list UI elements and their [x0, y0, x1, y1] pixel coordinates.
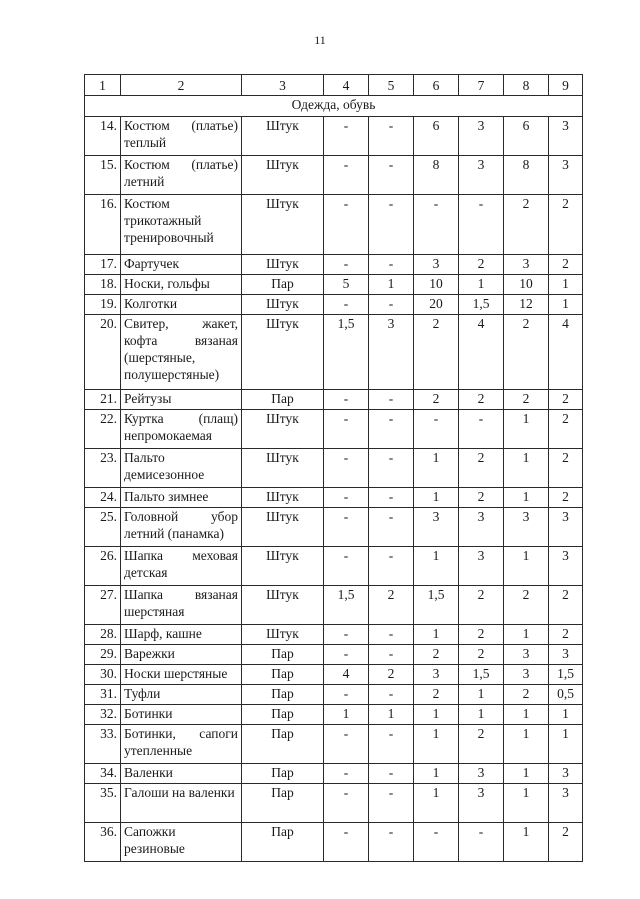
value-col-4: 5	[324, 275, 369, 295]
item-name: Варежки	[121, 645, 242, 665]
value-col-6: 1	[414, 488, 459, 508]
item-unit: Штук	[242, 508, 324, 547]
table-row	[85, 449, 583, 488]
value-col-9: 2	[549, 823, 583, 862]
table-row	[85, 117, 583, 156]
value-col-8: 10	[504, 275, 549, 295]
value-col-9: 4	[549, 315, 583, 390]
row-number: 18.	[85, 275, 121, 295]
table-row	[85, 315, 583, 390]
value-col-6: -	[414, 195, 459, 255]
value-col-6: 2	[414, 315, 459, 390]
item-name: Шапка вязаная шерстяная	[121, 586, 242, 625]
value-col-7: 3	[459, 547, 504, 586]
item-unit: Пар	[242, 685, 324, 705]
value-col-8: 1	[504, 410, 549, 449]
value-col-5: 2	[369, 665, 414, 685]
table-row	[85, 195, 583, 255]
item-unit: Штук	[242, 195, 324, 255]
value-col-4: -	[324, 764, 369, 784]
row-number: 33.	[85, 725, 121, 764]
item-name: Галоши на валенки	[121, 784, 242, 823]
item-unit: Пар	[242, 275, 324, 295]
item-unit: Штук	[242, 255, 324, 275]
value-col-6: 1	[414, 625, 459, 645]
value-col-6: 1	[414, 449, 459, 488]
value-col-8: 3	[504, 665, 549, 685]
value-col-9: 3	[549, 547, 583, 586]
value-col-5: -	[369, 645, 414, 665]
table-row	[85, 255, 583, 275]
row-number: 20.	[85, 315, 121, 390]
value-col-5: 1	[369, 705, 414, 725]
value-col-7: 3	[459, 784, 504, 823]
item-name: Костюм (платье) теплый	[121, 117, 242, 156]
row-number: 23.	[85, 449, 121, 488]
item-name: Шарф, кашне	[121, 625, 242, 645]
row-number: 30.	[85, 665, 121, 685]
value-col-7: 2	[459, 255, 504, 275]
value-col-7: 1	[459, 705, 504, 725]
item-unit: Штук	[242, 586, 324, 625]
column-number: 6	[414, 75, 459, 96]
section-title: Одежда, обувь	[85, 96, 583, 117]
value-col-5: -	[369, 823, 414, 862]
row-number: 26.	[85, 547, 121, 586]
item-unit: Штук	[242, 449, 324, 488]
value-col-5: 3	[369, 315, 414, 390]
row-number: 36.	[85, 823, 121, 862]
value-col-5: -	[369, 764, 414, 784]
table-row	[85, 725, 583, 764]
value-col-6: 2	[414, 685, 459, 705]
value-col-8: 1	[504, 784, 549, 823]
value-col-5: -	[369, 449, 414, 488]
row-number: 15.	[85, 156, 121, 195]
value-col-4: -	[324, 195, 369, 255]
table-row	[85, 586, 583, 625]
row-number: 28.	[85, 625, 121, 645]
value-col-9: 1,5	[549, 665, 583, 685]
value-col-5: -	[369, 488, 414, 508]
value-col-5: 2	[369, 586, 414, 625]
value-col-9: 3	[549, 764, 583, 784]
value-col-9: 2	[549, 410, 583, 449]
value-col-9: 3	[549, 645, 583, 665]
row-number: 27.	[85, 586, 121, 625]
value-col-6: 1	[414, 705, 459, 725]
value-col-5: -	[369, 117, 414, 156]
item-name: Пальто зимнее	[121, 488, 242, 508]
row-number: 21.	[85, 390, 121, 410]
table-row	[85, 488, 583, 508]
value-col-4: -	[324, 295, 369, 315]
value-col-7: 3	[459, 764, 504, 784]
value-col-4: -	[324, 156, 369, 195]
value-col-5: -	[369, 784, 414, 823]
table-row	[85, 665, 583, 685]
value-col-4: -	[324, 547, 369, 586]
column-number: 4	[324, 75, 369, 96]
value-col-5: -	[369, 625, 414, 645]
value-col-4: -	[324, 645, 369, 665]
value-col-5: -	[369, 255, 414, 275]
row-number: 24.	[85, 488, 121, 508]
row-number: 16.	[85, 195, 121, 255]
item-name: Костюм (платье) летний	[121, 156, 242, 195]
table-row	[85, 764, 583, 784]
value-col-7: 2	[459, 586, 504, 625]
item-unit: Штук	[242, 410, 324, 449]
value-col-8: 2	[504, 315, 549, 390]
value-col-5: -	[369, 685, 414, 705]
item-unit: Штук	[242, 625, 324, 645]
item-unit: Штук	[242, 295, 324, 315]
value-col-9: 2	[549, 390, 583, 410]
value-col-4: -	[324, 255, 369, 275]
value-col-5: 1	[369, 275, 414, 295]
value-col-7: -	[459, 823, 504, 862]
item-name: Сапожки резиновые	[121, 823, 242, 862]
column-number-row	[85, 75, 583, 96]
value-col-4: -	[324, 508, 369, 547]
value-col-5: -	[369, 195, 414, 255]
table-row	[85, 547, 583, 586]
value-col-5: -	[369, 547, 414, 586]
value-col-9: 2	[549, 586, 583, 625]
value-col-8: 1	[504, 625, 549, 645]
row-number: 17.	[85, 255, 121, 275]
value-col-8: 2	[504, 586, 549, 625]
value-col-5: -	[369, 410, 414, 449]
item-name: Носки шерстяные	[121, 665, 242, 685]
value-col-8: 1	[504, 705, 549, 725]
value-col-9: 2	[549, 488, 583, 508]
section-row	[85, 96, 583, 117]
row-number: 31.	[85, 685, 121, 705]
value-col-4: 1,5	[324, 315, 369, 390]
value-col-5: -	[369, 390, 414, 410]
row-number: 14.	[85, 117, 121, 156]
value-col-7: 3	[459, 156, 504, 195]
value-col-6: -	[414, 823, 459, 862]
value-col-8: 2	[504, 195, 549, 255]
value-col-8: 1	[504, 725, 549, 764]
value-col-6: -	[414, 410, 459, 449]
value-col-8: 1	[504, 449, 549, 488]
table-row	[85, 645, 583, 665]
value-col-6: 1,5	[414, 586, 459, 625]
item-unit: Штук	[242, 117, 324, 156]
value-col-4: 1	[324, 705, 369, 725]
value-col-4: 1,5	[324, 586, 369, 625]
value-col-7: 2	[459, 625, 504, 645]
item-unit: Пар	[242, 390, 324, 410]
value-col-9: 2	[549, 449, 583, 488]
item-name: Ботинки	[121, 705, 242, 725]
column-number: 5	[369, 75, 414, 96]
row-number: 19.	[85, 295, 121, 315]
value-col-5: -	[369, 725, 414, 764]
item-name: Фартучек	[121, 255, 242, 275]
item-name: Костюм трикотажный тренировочный	[121, 195, 242, 255]
value-col-7: 2	[459, 390, 504, 410]
value-col-7: 3	[459, 508, 504, 547]
value-col-9: 3	[549, 508, 583, 547]
value-col-9: 1	[549, 705, 583, 725]
item-name: Колготки	[121, 295, 242, 315]
item-name: Ботинки, сапоги утепленные	[121, 725, 242, 764]
item-name: Куртка (плащ) непромокаемая	[121, 410, 242, 449]
item-unit: Штук	[242, 315, 324, 390]
value-col-8: 12	[504, 295, 549, 315]
value-col-8: 3	[504, 645, 549, 665]
value-col-6: 10	[414, 275, 459, 295]
value-col-7: -	[459, 410, 504, 449]
clothing-norms-table	[84, 74, 583, 862]
row-number: 22.	[85, 410, 121, 449]
value-col-6: 2	[414, 390, 459, 410]
table-row	[85, 705, 583, 725]
value-col-6: 1	[414, 725, 459, 764]
item-unit: Пар	[242, 784, 324, 823]
value-col-4: -	[324, 488, 369, 508]
value-col-8: 1	[504, 764, 549, 784]
value-col-9: 3	[549, 117, 583, 156]
value-col-5: -	[369, 156, 414, 195]
item-name: Пальто демисезонное	[121, 449, 242, 488]
value-col-6: 3	[414, 255, 459, 275]
value-col-6: 2	[414, 645, 459, 665]
value-col-9: 2	[549, 195, 583, 255]
value-col-7: 1,5	[459, 295, 504, 315]
table-row	[85, 784, 583, 823]
value-col-4: -	[324, 625, 369, 645]
item-name: Рейтузы	[121, 390, 242, 410]
value-col-8: 3	[504, 255, 549, 275]
table-row	[85, 295, 583, 315]
value-col-7: 2	[459, 449, 504, 488]
item-unit: Пар	[242, 665, 324, 685]
value-col-6: 20	[414, 295, 459, 315]
value-col-9: 2	[549, 255, 583, 275]
value-col-9: 1	[549, 295, 583, 315]
value-col-4: -	[324, 823, 369, 862]
value-col-7: 1	[459, 275, 504, 295]
item-unit: Пар	[242, 764, 324, 784]
value-col-4: -	[324, 725, 369, 764]
item-unit: Пар	[242, 705, 324, 725]
value-col-6: 1	[414, 547, 459, 586]
row-number: 25.	[85, 508, 121, 547]
value-col-4: 4	[324, 665, 369, 685]
table-row	[85, 625, 583, 645]
value-col-6: 1	[414, 764, 459, 784]
value-col-9: 0,5	[549, 685, 583, 705]
value-col-7: 4	[459, 315, 504, 390]
value-col-6: 1	[414, 784, 459, 823]
table-row	[85, 508, 583, 547]
value-col-8: 2	[504, 390, 549, 410]
row-number: 29.	[85, 645, 121, 665]
item-unit: Пар	[242, 823, 324, 862]
value-col-6: 3	[414, 665, 459, 685]
value-col-9: 1	[549, 725, 583, 764]
value-col-8: 3	[504, 508, 549, 547]
value-col-4: -	[324, 410, 369, 449]
item-name: Носки, гольфы	[121, 275, 242, 295]
row-number: 32.	[85, 705, 121, 725]
value-col-4: -	[324, 685, 369, 705]
value-col-9: 3	[549, 156, 583, 195]
value-col-8: 2	[504, 685, 549, 705]
row-number: 34.	[85, 764, 121, 784]
table-row	[85, 410, 583, 449]
page-number: 11	[314, 33, 326, 47]
value-col-9: 2	[549, 625, 583, 645]
item-name: Головной убор летний (панамка)	[121, 508, 242, 547]
value-col-7: 1,5	[459, 665, 504, 685]
value-col-5: -	[369, 295, 414, 315]
value-col-8: 6	[504, 117, 549, 156]
column-number: 8	[504, 75, 549, 96]
table-row	[85, 275, 583, 295]
value-col-8: 1	[504, 823, 549, 862]
item-unit: Пар	[242, 725, 324, 764]
item-unit: Пар	[242, 645, 324, 665]
value-col-9: 3	[549, 784, 583, 823]
column-number: 3	[242, 75, 324, 96]
value-col-9: 1	[549, 275, 583, 295]
value-col-7: 1	[459, 685, 504, 705]
item-unit: Штук	[242, 156, 324, 195]
table-row	[85, 156, 583, 195]
value-col-4: -	[324, 117, 369, 156]
value-col-7: 3	[459, 117, 504, 156]
value-col-6: 3	[414, 508, 459, 547]
column-number: 9	[549, 75, 583, 96]
column-number: 7	[459, 75, 504, 96]
table-row	[85, 823, 583, 862]
value-col-6: 8	[414, 156, 459, 195]
item-name: Шапка меховая детская	[121, 547, 242, 586]
value-col-7: 2	[459, 725, 504, 764]
column-number: 1	[85, 75, 121, 96]
value-col-4: -	[324, 784, 369, 823]
table-row	[85, 390, 583, 410]
item-name: Туфли	[121, 685, 242, 705]
table-row	[85, 685, 583, 705]
value-col-7: 2	[459, 488, 504, 508]
item-unit: Штук	[242, 547, 324, 586]
item-unit: Штук	[242, 488, 324, 508]
value-col-5: -	[369, 508, 414, 547]
value-col-6: 6	[414, 117, 459, 156]
value-col-4: -	[324, 390, 369, 410]
row-number: 35.	[85, 784, 121, 823]
value-col-8: 1	[504, 488, 549, 508]
column-number: 2	[121, 75, 242, 96]
value-col-7: -	[459, 195, 504, 255]
value-col-7: 2	[459, 645, 504, 665]
value-col-4: -	[324, 449, 369, 488]
value-col-8: 8	[504, 156, 549, 195]
item-name: Валенки	[121, 764, 242, 784]
value-col-8: 1	[504, 547, 549, 586]
item-name: Свитер, жакет, кофта вязаная (шерстяные, полушерстяные)	[121, 315, 242, 390]
